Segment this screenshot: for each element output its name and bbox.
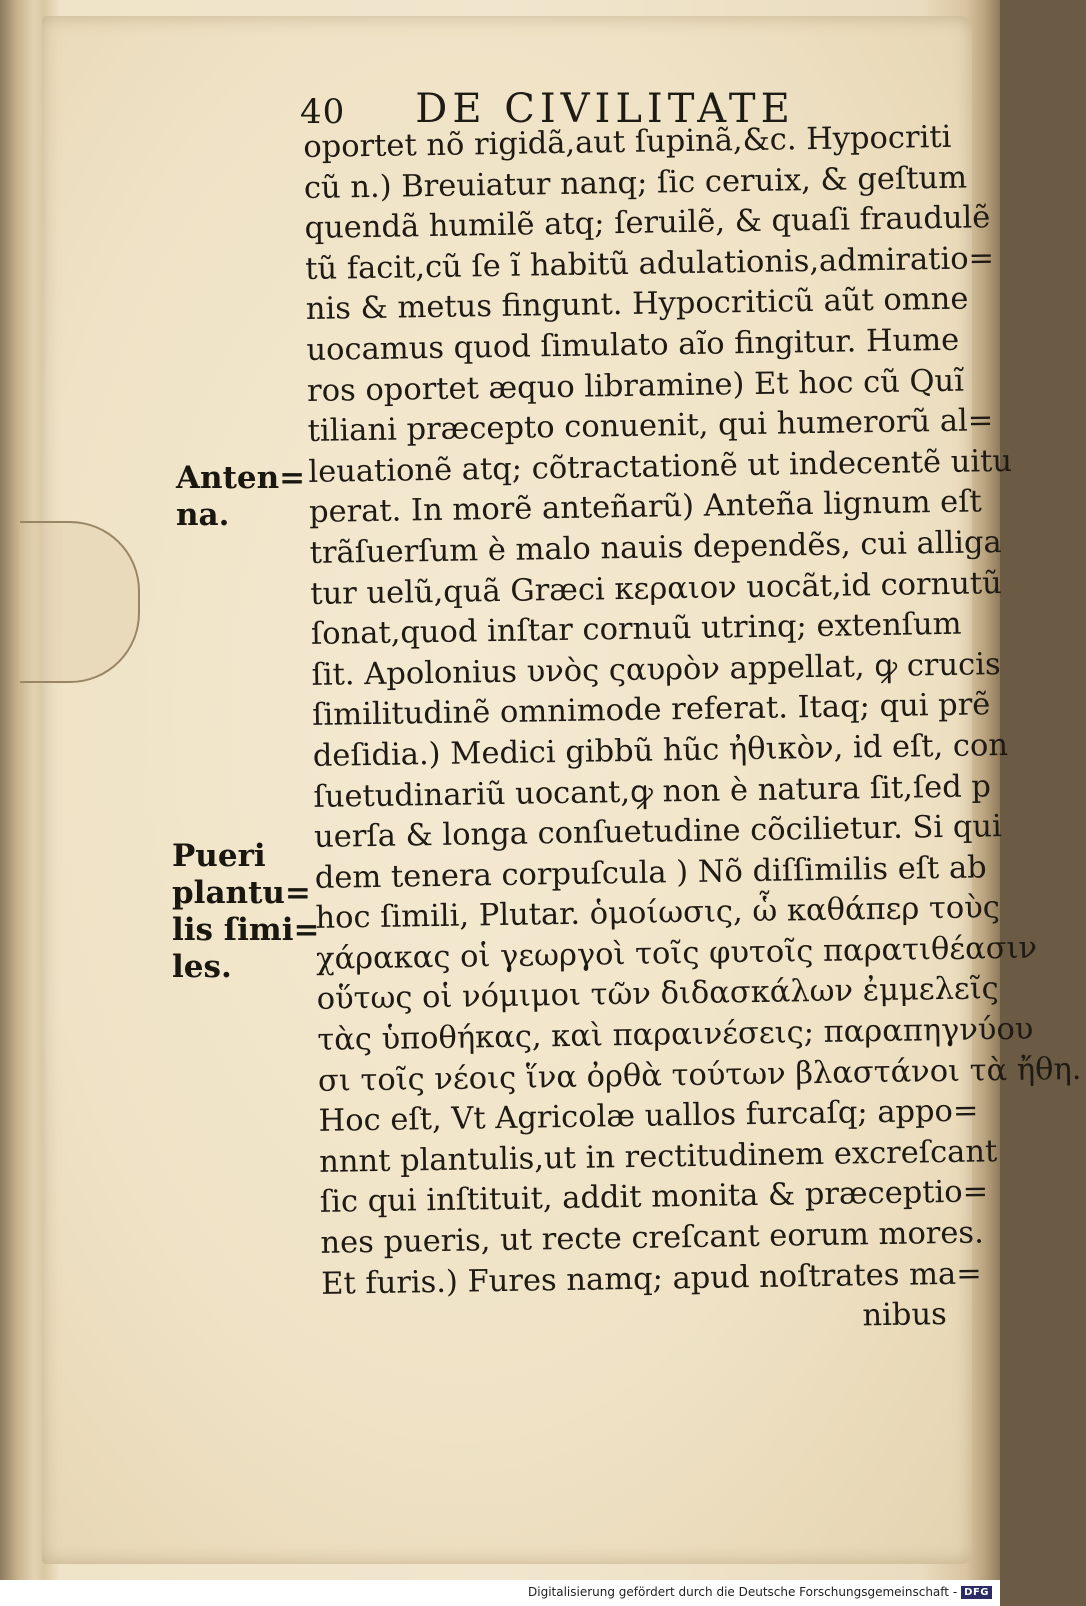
margin-note-line: les. (172, 949, 232, 985)
text-line: ſimilitudinẽ omnimode referat. Itaq; qui prẽ (311, 687, 991, 734)
text-line: perat. In morẽ anteñarũ) Anteña lignum eſt (308, 484, 983, 531)
text-line: uerſa & longa conſuetudine cõcilietur. Si qui (313, 809, 1003, 856)
running-title: DE CIVILITATE (415, 86, 795, 132)
body-text (303, 118, 1082, 1346)
text-line: Et furis.) Fures namq; apud noſtrates ma= (320, 1256, 983, 1302)
text-line: χάρακας οἱ γεωργοὶ τοῖς φυτοῖς παρατιθέασιν (315, 930, 1038, 977)
margin-note-antenna (176, 460, 305, 534)
margin-note-line: na. (176, 497, 230, 533)
catchword: nibus (862, 1297, 947, 1334)
text-line: ſonat,quod inſtar cornuũ utrinq; extenſum (310, 606, 962, 653)
text-line: nis & metus fingunt. Hypocriticũ aũt omne (305, 281, 969, 328)
margin-note-line: lis ſimi= (172, 912, 320, 948)
text-line: οὕτως οἱ νόμιμοι τῶν διδασκάλων ἐμμελεῖς (316, 971, 1000, 1018)
text-line: trãſuerſum è malo nauis dependẽs, cui alliga (309, 525, 1002, 571)
credit-text: Digitalisierung gefördert durch die Deutsche Forschungsgemeinschaft - (528, 1585, 958, 1599)
margin-note-line: plantu= (172, 875, 311, 911)
text-line: oportet nõ rigidã,aut ſupinã,&c. Hypocriti (303, 119, 952, 165)
text-line: tur uelũ,quã Græci κεραιον uocãt,id cornutũ (310, 565, 1003, 612)
page-clasp-shadow (20, 521, 140, 683)
text-line: quendã humilẽ atq; ſeruilẽ, & quaſi fraudulẽ (304, 200, 991, 247)
text-line: ſuetudinariũ uocant,ꝙ non è natura ſit,ſed p (313, 768, 992, 815)
text-line: τὰς ὑποθήκας, καὶ παραινέσεις; παραπηγνύου (317, 1011, 1034, 1058)
margin-note-line: Anten= (176, 460, 306, 496)
text-line: nes pueris, ut recte creſcant eorum mores. (320, 1215, 985, 1261)
text-line: tũ facit,cũ ſe ĩ habitũ adulationis,admiratio= (304, 240, 995, 287)
text-line: nnnt plantulis,ut in rectitudinem excreſcant (318, 1134, 998, 1180)
text-line: dem tenera corpuſcula ) Nõ diſſimilis eſt ab (314, 850, 987, 896)
text-line: leuationẽ atq; cõtractationẽ ut indecentẽ uitu (308, 443, 1013, 490)
text-line: ſic qui inſtituit, addit monita & præceptio= (319, 1174, 989, 1221)
text-line: deſidia.) Medici gibbũ hũc ἠθικὸν, id eſt, con (312, 727, 1009, 774)
text-line: σι τοῖς νέοις ἵνα ὀρθὰ τούτων βλαστάνοι τὰ ἤθη. (317, 1051, 1082, 1099)
text-line: uocamus quod ſimulato aĩo fingitur. Hume (306, 322, 960, 368)
text-line: ros oportet æquo libramine) Et hoc cũ Quĩ (306, 363, 965, 409)
text-line: cũ n.) Breuiatur nanq; ſic ceruix, & geſtum (303, 160, 968, 206)
margin-note-pueri (172, 838, 319, 986)
funding-credit (528, 1585, 992, 1599)
text-line: Hoc eſt, Vt Agricolæ uallos furcaſq; appo= (318, 1093, 979, 1140)
text-line: hoc ſimili, Plutar. ὁμοίωσις, ὧ καθάπερ τοὺς (315, 890, 1001, 937)
page-number: 40 (300, 92, 346, 132)
footer-bar (0, 1580, 1000, 1606)
dfg-logo-icon: DFG (961, 1586, 992, 1599)
text-line: tiliani præcepto conuenit, qui humerorũ al= (307, 403, 994, 450)
text-line: ſit. Apolonius υνὸς ςαυρὸν appellat, ꝙ crucis (311, 646, 1001, 693)
margin-note-line: Pueri (172, 838, 266, 874)
